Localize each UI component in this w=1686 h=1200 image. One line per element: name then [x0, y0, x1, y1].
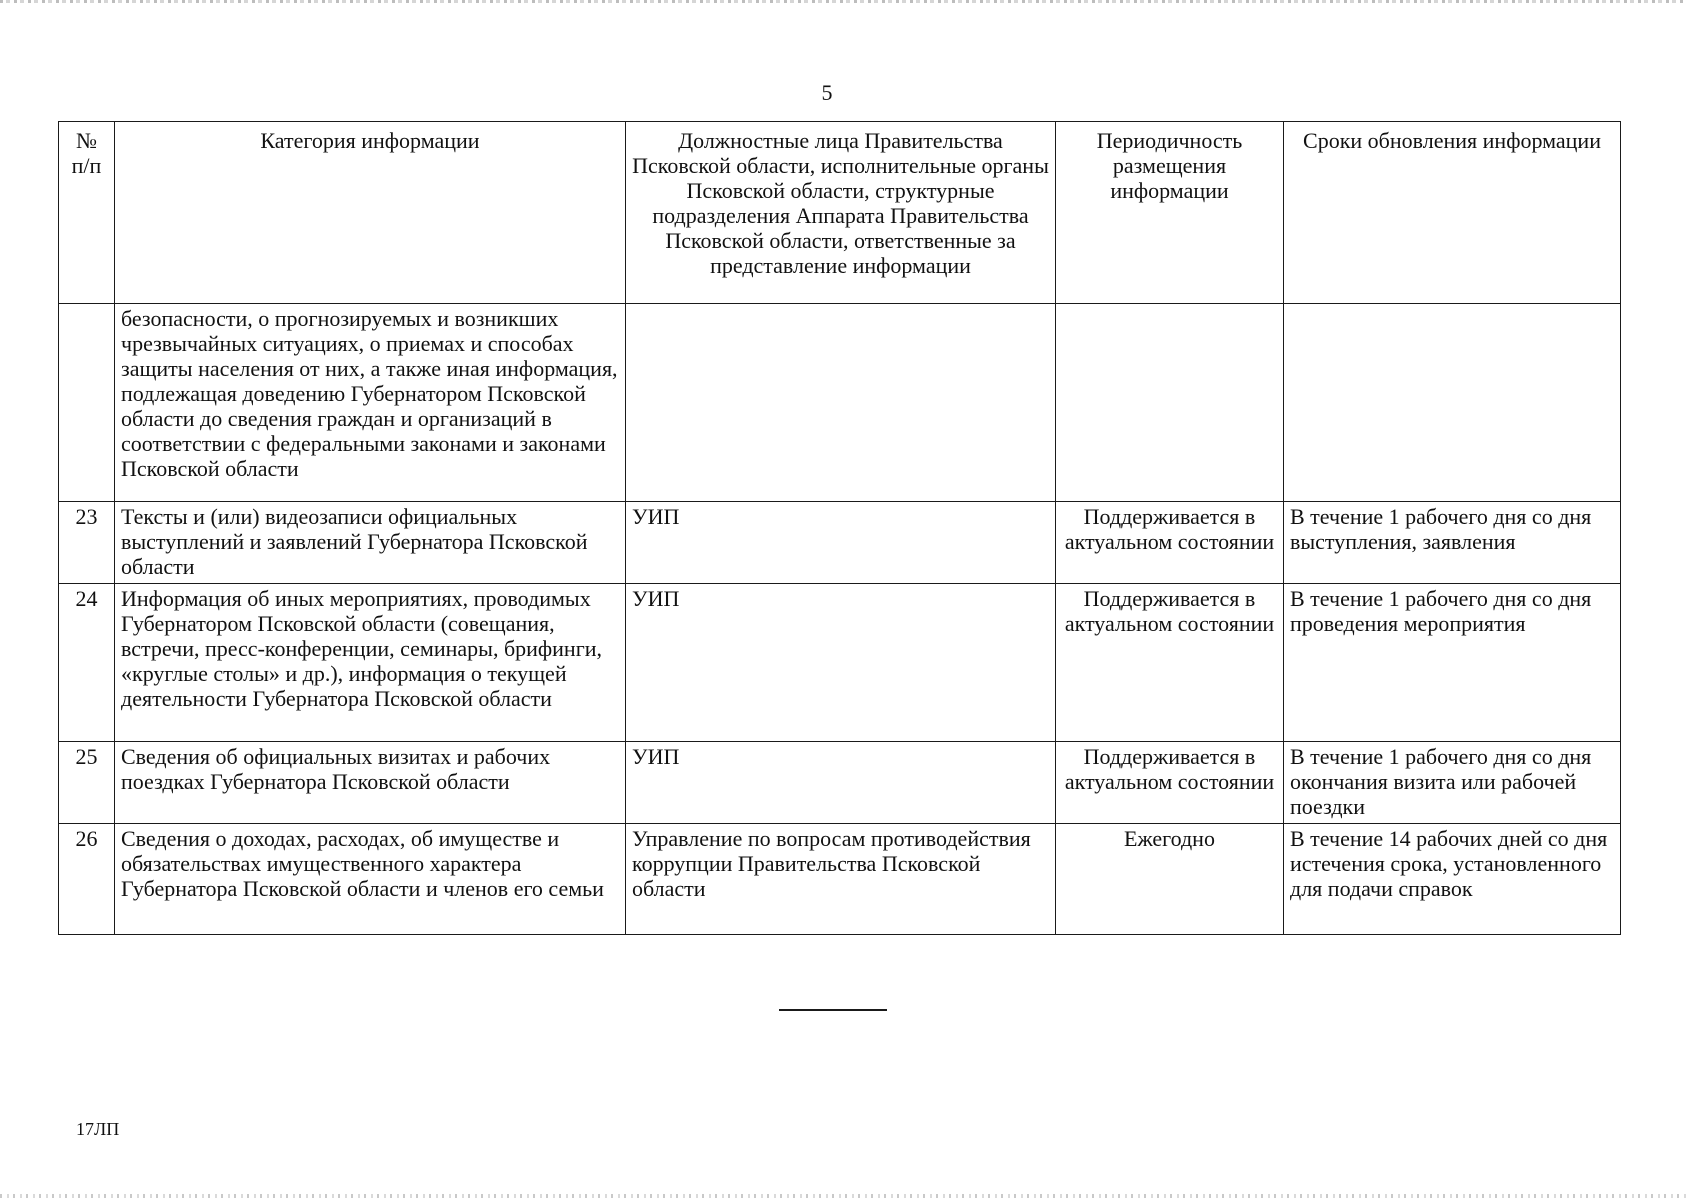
header-officials: Должностные лица Правительства Псковской области, исполнительные органы Псковской области, структурные подразделения Аппарата Правительства Псковской области, ответственные за представление информации	[626, 122, 1056, 304]
cell-officials: УИП	[626, 502, 1056, 584]
scan-edge-top	[0, 0, 1686, 3]
cell-category: Тексты и (или) видеозаписи официальных выступлений и заявлений Губернатора Псковской области	[115, 502, 626, 584]
cell-num: 23	[59, 502, 115, 584]
cell-officials: УИП	[626, 742, 1056, 824]
cell-officials	[626, 304, 1056, 502]
header-num: № п/п	[59, 122, 115, 304]
table-row	[59, 824, 1621, 935]
table-row-continuation	[59, 304, 1621, 502]
header-periodicity: Периодичность размещения информации	[1056, 122, 1284, 304]
cell-periodicity: Поддерживается в актуальном состоянии	[1056, 502, 1284, 584]
cell-deadline: В течение 14 рабочих дней со дня истечения срока, установленного для подачи справок	[1284, 824, 1621, 935]
cell-periodicity	[1056, 304, 1284, 502]
cell-deadline: В течение 1 рабочего дня со дня окончания визита или рабочей поездки	[1284, 742, 1621, 824]
cell-periodicity: Ежегодно	[1056, 824, 1284, 935]
cell-category: безопасности, о прогнозируемых и возникших чрезвычайных ситуациях, о приемах и способах защиты населения от них, а также иная информация, подлежащая доведению Губернатором Псковской области до сведения граждан и организаций в соответствии с федеральными законами и законами Псковской области	[115, 304, 626, 502]
cell-num	[59, 304, 115, 502]
cell-deadline	[1284, 304, 1621, 502]
table-row	[59, 742, 1621, 824]
cell-officials: УИП	[626, 584, 1056, 742]
table-row	[59, 584, 1621, 742]
cell-category: Информация об иных мероприятиях, проводимых Губернатором Псковской области (совещания, встречи, пресс-конференции, семинары, брифинги, «круглые столы» и др.), информация о текущей деятельности Губернатора Псковской области	[115, 584, 626, 742]
page-number: 5	[821, 80, 833, 105]
header-category: Категория информации	[115, 122, 626, 304]
cell-officials: Управление по вопросам противодействия коррупции Правительства Псковской области	[626, 824, 1056, 935]
end-of-document-rule	[779, 1009, 887, 1011]
scan-edge-bottom	[0, 1194, 1686, 1198]
cell-deadline: В течение 1 рабочего дня со дня выступления, заявления	[1284, 502, 1621, 584]
cell-deadline: В течение 1 рабочего дня со дня проведения мероприятия	[1284, 584, 1621, 742]
information-table	[58, 121, 1621, 935]
cell-num: 24	[59, 584, 115, 742]
cell-periodicity: Поддерживается в актуальном состоянии	[1056, 742, 1284, 824]
table-header-row	[59, 122, 1621, 304]
cell-category: Сведения об официальных визитах и рабочих поездках Губернатора Псковской области	[115, 742, 626, 824]
cell-category: Сведения о доходах, расходах, об имуществе и обязательствах имущественного характера Губернатора Псковской области и членов его семьи	[115, 824, 626, 935]
table-row	[59, 502, 1621, 584]
footer-code: 17ЛП	[76, 1119, 120, 1139]
cell-num: 25	[59, 742, 115, 824]
cell-periodicity: Поддерживается в актуальном состоянии	[1056, 584, 1284, 742]
header-deadline: Сроки обновления информации	[1284, 122, 1621, 304]
cell-num: 26	[59, 824, 115, 935]
